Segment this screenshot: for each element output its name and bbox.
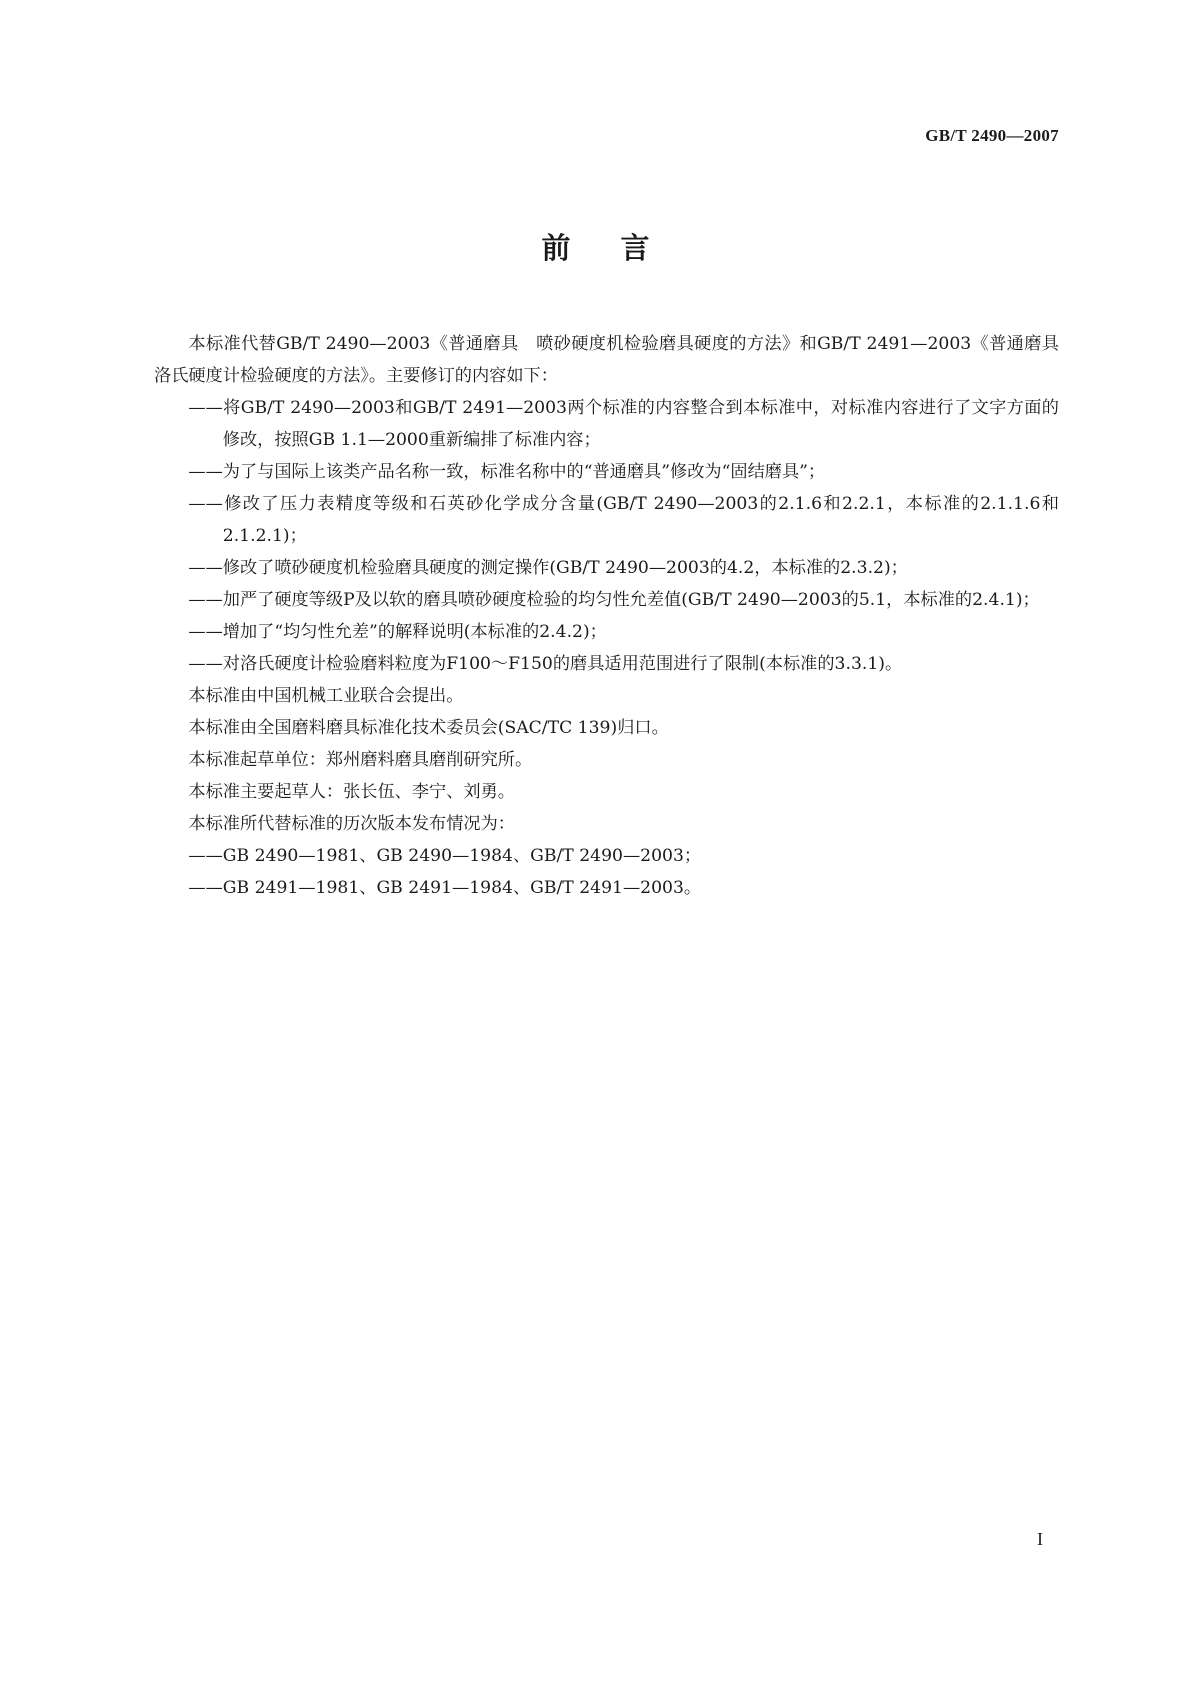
change-item: ——为了与国际上该类产品名称一致，标准名称中的“普通磨具”修改为“固结磨具”； [188,462,826,482]
drafting-unit-paragraph: 本标准起草单位：郑州磨料磨具磨削研究所。 [188,750,533,770]
history-item: ——GB 2490—1981、GB 2490—1984、GB/T 2490—2003； [188,846,702,866]
change-item: ——将GB/T 2490—2003和GB/T 2491—2003两个标准的内容整合到本标准中，对标准内容进行了文字方面的修改，按照GB 1.1—2000重新编排了标准内容； [188,398,1059,450]
centralized-paragraph: 本标准由全国磨料磨具标准化技术委员会(SAC/TC 139)归口。 [188,718,669,738]
change-item: ——增加了“均匀性允差”的解释说明(本标准的2.4.2)； [188,622,607,642]
change-item: ——加严了硬度等级P及以软的磨具喷砂硬度检验的均匀性允差值(GB/T 2490—2003的5.1，本标准的2.4.1)； [188,590,1040,610]
page-title: 前言 [541,231,700,265]
page-number: I [1037,1529,1043,1549]
history-intro-paragraph: 本标准所代替标准的历次版本发布情况为： [188,814,515,834]
standard-code: GB/T 2490—2007 [925,126,1059,145]
change-item: ——修改了压力表精度等级和石英砂化学成分含量(GB/T 2490—2003的2.1.6和2.2.1，本标准的2.1.1.6和2.1.2.1)； [188,494,1059,546]
change-item: ——修改了喷砂硬度机检验磨具硬度的测定操作(GB/T 2490—2003的4.2，本标准的2.3.2)； [188,558,908,578]
foreword-body [154,328,1077,904]
proposer-paragraph: 本标准由中国机械工业联合会提出。 [188,686,464,706]
drafters-paragraph: 本标准主要起草人：张长伍、李宁、刘勇。 [188,782,515,802]
intro-paragraph: 本标准代替GB/T 2490—2003《普通磨具 喷砂硬度机检验磨具硬度的方法》和GB/T 2491—2003《普通磨具 洛氏硬度计检验硬度的方法》。主要修订的内容如下： [154,334,1077,386]
history-item: ——GB 2491—1981、GB 2491—1984、GB/T 2491—2003。 [188,878,702,898]
change-item: ——对洛氏硬度计检验磨料粒度为F100～F150的磨具适用范围进行了限制(本标准的3.3.1)。 [188,654,903,674]
